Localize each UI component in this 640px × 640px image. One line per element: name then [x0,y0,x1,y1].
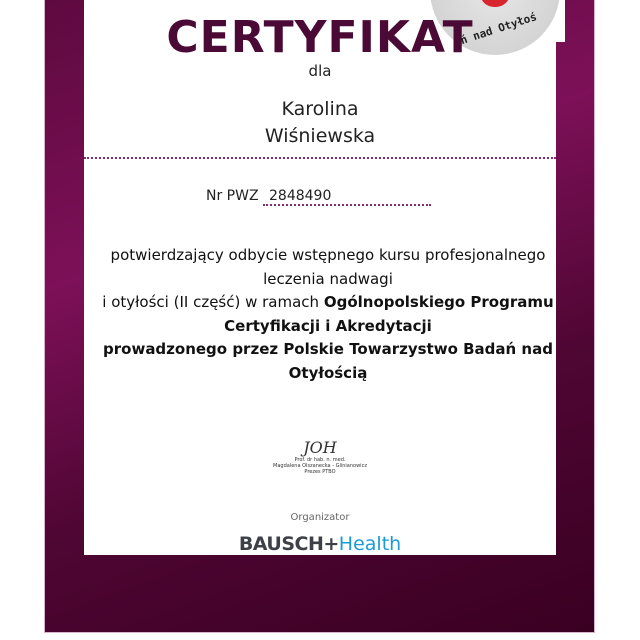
recipient-first-name: Karolina [281,98,359,120]
signature-name: Magdalena Olszanecka - Glinianowicz [273,463,367,469]
seal-text: ań nad Otyłoś [452,10,539,50]
organizer-society: prowadzonego przez Polskie Towarzystwo Badań nad [103,340,553,358]
body-text: i otyłości (II część) w ramach [102,293,324,311]
body-line [100,338,556,362]
pwz-number: 2848490 [263,188,431,206]
program-name: Ogólnopolskiego Programu [323,293,554,311]
recipient-last-name: Wiśniewska [264,125,376,147]
signature-block [250,438,390,475]
recipient-name [84,96,556,150]
pwz-label: Nr PWZ [206,188,259,204]
organizer-society-cont: Otyłością [288,363,368,382]
program-name-cont: Certyfikacji i Akredytacji [224,316,432,335]
body-line [100,291,556,315]
body-line [100,362,556,386]
logo-bausch: BAUSCH+ [238,533,339,555]
seal-emblem-icon [480,0,510,7]
organizer-label: Organizator [290,512,350,523]
signature-role: Prezes PTBO [304,469,336,475]
body-line [100,315,556,339]
body-line: potwierdzający odbycie wstępnego kursu profesjonalnego [110,246,546,264]
signature-mark: JOH [303,438,337,457]
signature-title: Prof. dr hab. n. med. [294,457,346,463]
body-line: leczenia nadwagi [263,269,393,288]
for-label: dla [308,62,332,80]
pwz-field [206,188,431,206]
divider [84,157,556,159]
certificate-title: CERTYFIKAT [166,12,474,63]
bausch-health-logo [84,532,556,556]
logo-health: Health [338,533,402,555]
certificate-body [100,244,556,385]
